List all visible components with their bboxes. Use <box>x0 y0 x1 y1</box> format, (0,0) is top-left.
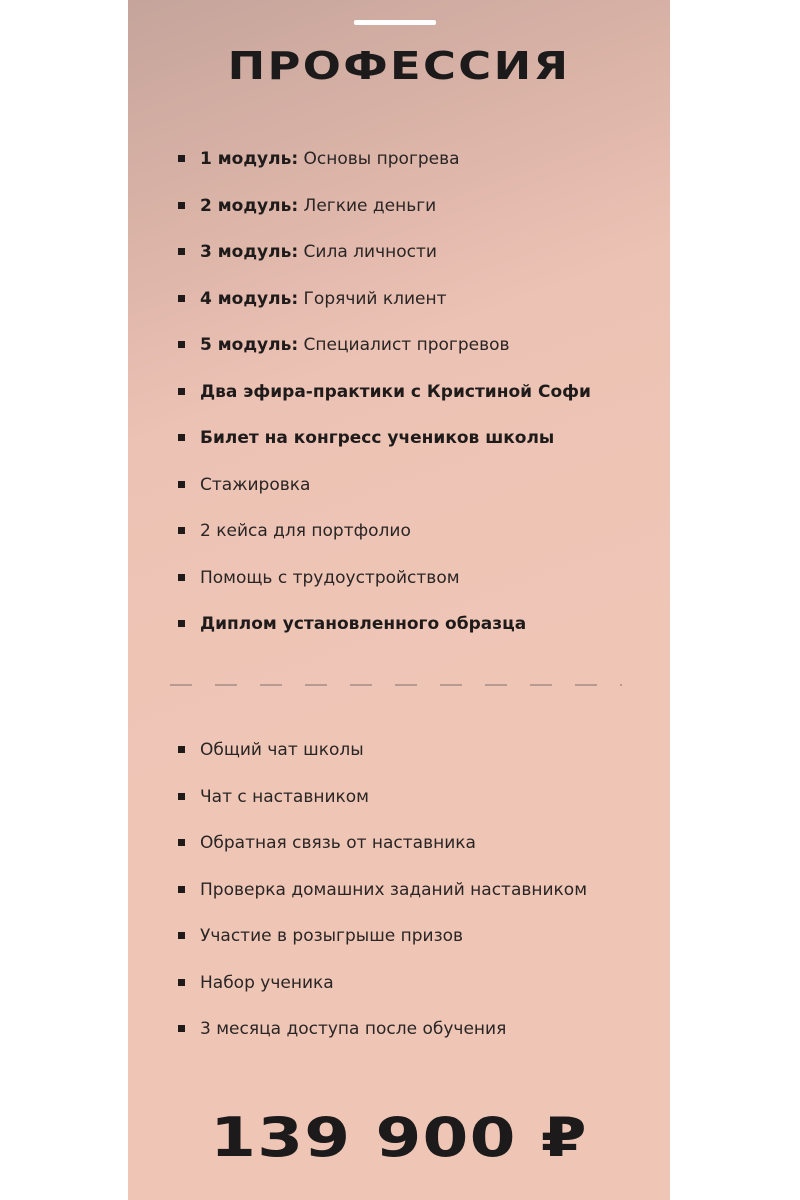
item-text: Сила личности <box>298 242 437 262</box>
list-item <box>178 517 591 564</box>
list-item <box>178 238 591 285</box>
item-text: Участие в розыгрыше призов <box>200 926 464 946</box>
item-bold-text: Два эфира-практики с Кристиной Софи <box>200 381 591 402</box>
item-text: Легкие деньги <box>298 195 437 216</box>
item-text: Чат с наставником <box>200 786 370 807</box>
item-text: Основы прогрева <box>298 149 460 169</box>
item-bold-text: 1 модуль: <box>200 149 299 169</box>
list-item <box>178 829 587 876</box>
square-bullet-icon <box>178 979 185 986</box>
square-bullet-icon <box>178 886 185 893</box>
page-title: ПРОФЕССИЯ <box>227 44 571 88</box>
item-text: Проверка домашних заданий наставником <box>200 879 588 900</box>
square-bullet-icon <box>178 620 185 627</box>
list-item <box>178 192 591 239</box>
square-bullet-icon <box>178 155 185 162</box>
list-item <box>178 331 591 378</box>
list-item <box>178 471 591 518</box>
list-item <box>178 969 587 1016</box>
list-item <box>178 876 587 923</box>
item-text: 3 месяца доступа после обучения <box>200 1019 507 1039</box>
square-bullet-icon <box>178 527 185 534</box>
item-text: Набор ученика <box>200 972 334 993</box>
item-bold-text: 2 модуль: <box>200 195 299 216</box>
item-text: Специалист прогревов <box>298 335 510 355</box>
item-bold-text: Диплом установленного образца <box>200 614 527 634</box>
list-item <box>178 1015 587 1062</box>
item-text: Общий чат школы <box>200 740 364 760</box>
modules-list <box>178 145 591 657</box>
square-bullet-icon <box>178 481 185 488</box>
list-item <box>178 922 587 969</box>
square-bullet-icon <box>178 746 185 753</box>
dashed-divider <box>170 684 622 686</box>
square-bullet-icon <box>178 839 185 846</box>
square-bullet-icon <box>178 341 185 348</box>
item-bold-text: Билет на конгресс учеников школы <box>200 428 555 448</box>
list-item <box>178 424 591 471</box>
list-item <box>178 285 591 332</box>
square-bullet-icon <box>178 1025 185 1032</box>
square-bullet-icon <box>178 793 185 800</box>
list-item <box>178 564 591 611</box>
item-text: Обратная связь от наставника <box>200 833 476 853</box>
square-bullet-icon <box>178 574 185 581</box>
list-item <box>178 783 587 830</box>
drag-handle[interactable] <box>354 20 436 25</box>
extras-list <box>178 736 587 1062</box>
item-bold-text: 3 модуль: <box>200 242 299 262</box>
item-bold-text: 5 модуль: <box>200 335 299 355</box>
list-item <box>178 736 587 783</box>
square-bullet-icon <box>178 202 185 209</box>
price-label: 139 900 ₽ <box>210 1106 588 1169</box>
item-text: Помощь с трудоустройством <box>200 567 460 588</box>
tariff-card <box>128 0 670 1200</box>
item-bold-text: 4 модуль: <box>200 288 299 309</box>
list-item <box>178 145 591 192</box>
square-bullet-icon <box>178 295 185 302</box>
list-item <box>178 610 591 657</box>
item-text: Стажировка <box>200 474 311 495</box>
square-bullet-icon <box>178 434 185 441</box>
square-bullet-icon <box>178 932 185 939</box>
item-text: 2 кейса для портфолио <box>200 521 411 541</box>
list-item <box>178 378 591 425</box>
square-bullet-icon <box>178 388 185 395</box>
item-text: Горячий клиент <box>298 288 447 309</box>
square-bullet-icon <box>178 248 185 255</box>
